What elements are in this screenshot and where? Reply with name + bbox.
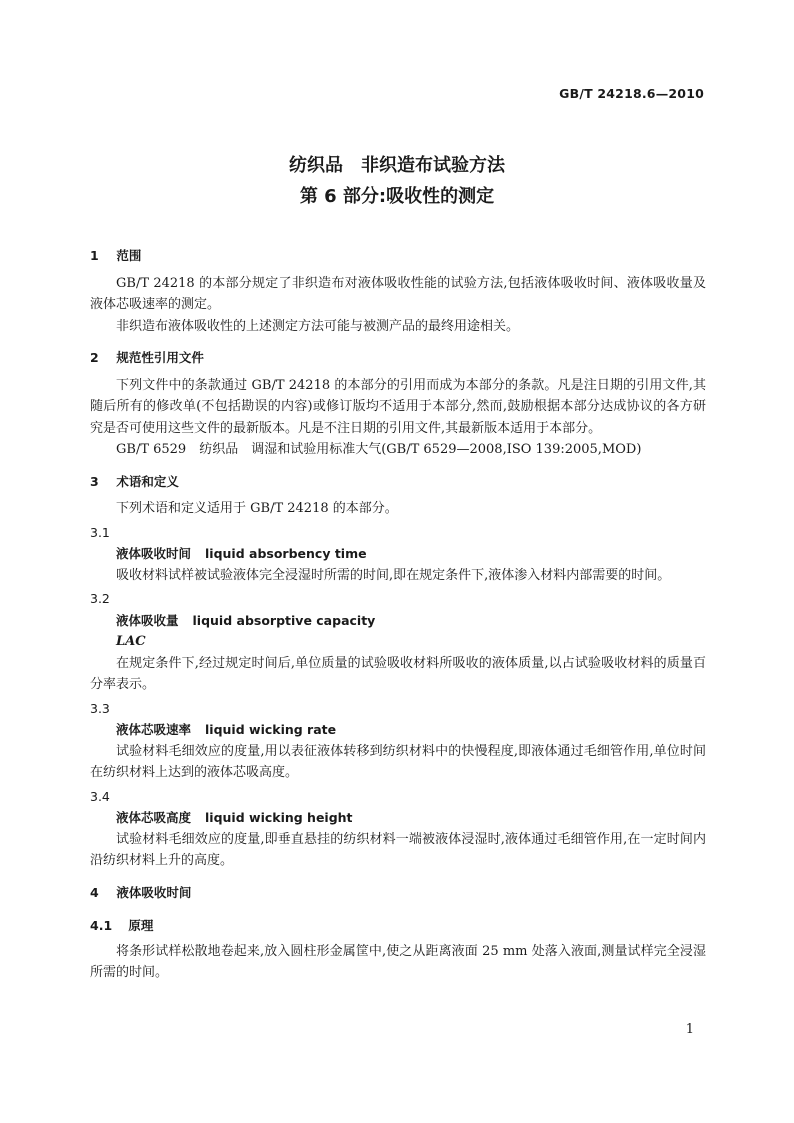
section-heading-terms [90,471,706,493]
section-title: 液体吸收时间 [116,884,192,900]
section-title: 规范性引用文件 [116,350,204,365]
section-number: 4 [90,884,99,900]
term-number: 3.3 [90,700,110,716]
page-number: 1 [685,1022,694,1037]
term-zh: 液体吸收时间 [116,546,192,561]
term-definition: 试验材料毛细效应的度量,用以表征液体转移到纺织材料中的快慢程度,即液体通过毛细管作用,单位时间在纺织材料上达到的液体芯吸高度。 [90,743,706,780]
section-title: 术语和定义 [116,473,179,489]
term-zh: 液体芯吸高度 [116,810,192,825]
term-definition: 吸收材料试样被试验液体完全浸湿时所需的时间,即在规定条件下,液体渗入材料内部需要的时间。 [116,567,671,583]
section-heading-scope [90,245,706,267]
section-number: 3 [90,473,99,489]
paragraph: 将条形试样松散地卷起来,放入圆柱形金属筐中,使之从距离液面 25 mm 处落入液面,测量试样完全浸湿所需的时间。 [90,943,706,980]
term-en: liquid absorptive capacity [192,612,376,628]
section-number: 1 [90,248,99,263]
section-heading-normative-references [90,347,706,369]
section-title: 范围 [116,248,142,263]
paragraph: 下列术语和定义适用于 GB/T 24218 的本部分。 [116,501,398,516]
term-abbreviation: LAC [116,634,146,649]
paragraph: 下列文件中的条款通过 GB/T 24218 的本部分的引用而成为本部分的条款。凡是注日期的引用文件,其随后所有的修改单(不包括勘误的内容)或修订版均不适用于本部分,然而,鼓励根据本部分达成协议的各方研究是否可使用这些文件的最新版本。凡是不注日期的引用文件,其最新版本适用于本部分。 [90,377,706,436]
subsection-title: 原理 [128,918,154,933]
paragraph: 非织造布液体吸收性的上述测定方法可能与被测产品的最终用途相关。 [116,318,520,334]
term-en: liquid wicking rate [205,722,337,737]
standard-code: GB/T 24218.6—2010 [559,86,704,101]
section-number: 2 [90,350,99,365]
term-entry [90,610,706,632]
term-number: 3.2 [90,591,110,606]
term-en: liquid wicking height [205,810,353,825]
term-number: 3.1 [90,524,110,540]
reference-entry: GB/T 6529 纺织品 调湿和试验用标准大气(GB/T 6529—2008,ISO 139:2005,MOD) [116,442,642,457]
paragraph: GB/T 24218 的本部分规定了非织造布对液体吸收性能的试验方法,包括液体吸收时间、液体吸收量及液体芯吸速率的测定。 [90,275,706,312]
document-body [90,245,706,984]
term-entry [90,719,706,741]
term-entry [90,807,706,829]
term-definition: 在规定条件下,经过规定时间后,单位质量的试验吸收材料所吸收的液体质量,以占试验吸收材料的质量百分率表示。 [90,655,706,692]
term-number: 3.4 [90,788,110,804]
subsection-heading-principle [90,915,706,937]
term-zh: 液体吸收量 [116,612,179,628]
term-definition: 试验材料毛细效应的度量,即垂直悬挂的纺织材料一端被液体浸湿时,液体通过毛细管作用,在一定时间内沿纺织材料上升的高度。 [90,831,706,868]
term-entry [90,543,706,565]
term-zh: 液体芯吸速率 [116,722,192,737]
document-title-line1: 纺织品 非织造布试验方法 [289,155,505,176]
document-title-line2: 第 6 部分:吸收性的测定 [299,186,495,207]
section-heading-absorbency-time [90,882,706,904]
term-en: liquid absorbency time [205,546,367,561]
subsection-number: 4.1 [90,918,113,933]
